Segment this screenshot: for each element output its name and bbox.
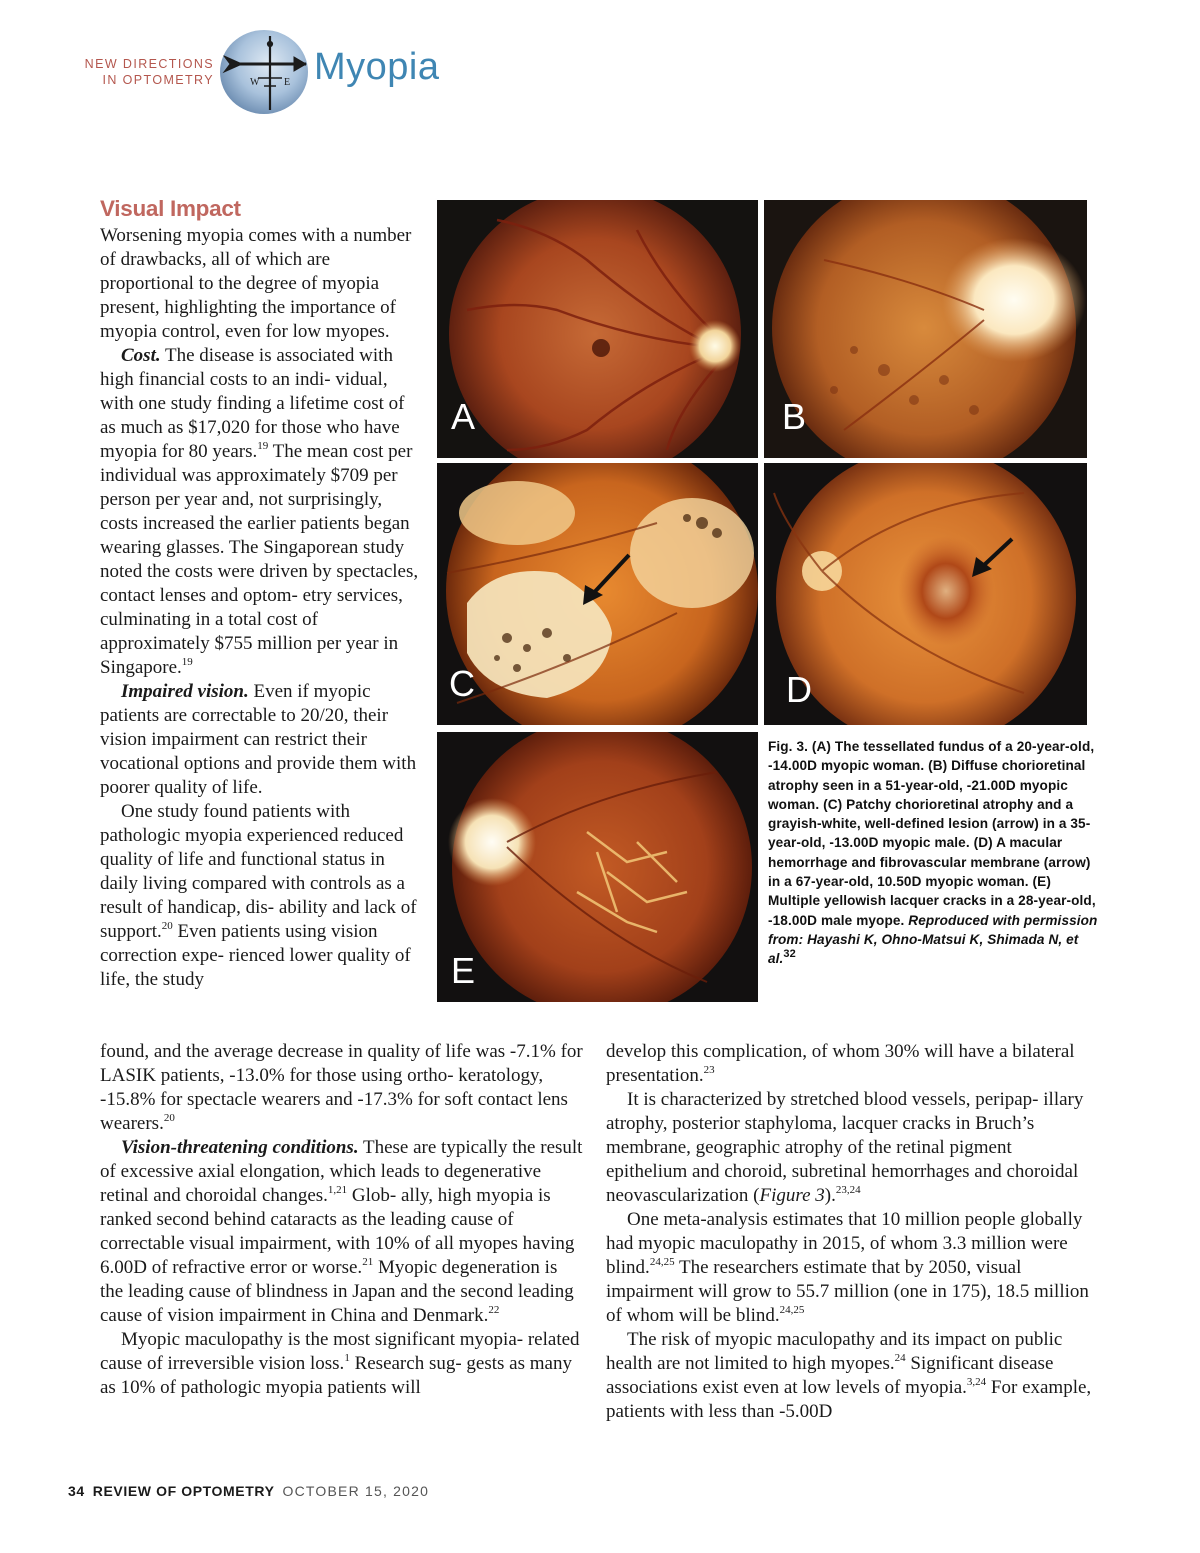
issue-date: OCTOBER 15, 2020 xyxy=(282,1483,430,1499)
r4-text-a: The risk of myopic maculopathy and its impact on public health are not limited to high myopes. xyxy=(606,1329,1063,1374)
qol-text-a: One study found patients with pathologic myopia experienced reduced quality of life and functional status in daily living compared with controls as a result of handicap, dis- ability and lack of support. xyxy=(100,801,417,942)
paragraph-intro xyxy=(100,224,420,344)
vision-threatening-lead: Vision-threatening conditions. xyxy=(121,1137,359,1158)
vt-text-b: Glob- ally, high myopia is ranked second behind cataracts as the leading cause of correctable visual impairment, with 10% of all myopes having 6.00D of refractive error or worse. xyxy=(100,1185,575,1278)
lower-right-column xyxy=(606,1040,1092,1424)
ref-sup: 3,24 xyxy=(966,1375,987,1388)
vt-text-c: Myopic degeneration is the leading cause of blindness in Japan and the second leading cause of vision impairment in China and Denmark. xyxy=(100,1257,574,1326)
fundus-image-c xyxy=(437,463,758,725)
weathervane-icon xyxy=(220,30,308,114)
ref-sup: 24,25 xyxy=(649,1255,675,1268)
r4-text-b: Significant disease associations exist even at low levels of myopia. xyxy=(606,1353,1054,1398)
impaired-vision-text: Even if myopic patients are correctable to 20/20, their vision impairment can restrict their vocational options and provide them with poorer quality of life. xyxy=(100,681,417,798)
page-footer xyxy=(68,1483,429,1499)
paragraph-cost xyxy=(100,344,420,680)
ref-sup: 23 xyxy=(703,1063,715,1076)
cost-text-b: The mean cost per individual was approximately $709 per person per year and, not surprisingly, costs increased the earlier patients began wearing glasses. The Singaporean study noted the costs were driven by spectacles, contact lenses and optom- etry services, culminating in a total cost of approximately $755 million per year in Singapore. xyxy=(100,441,419,678)
r2-text-b: ). xyxy=(824,1185,836,1206)
ref-sup: 20 xyxy=(161,919,173,932)
svg-text:W: W xyxy=(250,77,260,88)
paragraph-qol-continued xyxy=(100,1040,584,1136)
qol-text-b: Even patients using vision correction expe- rienced lower quality of life, the study xyxy=(100,921,411,990)
panel-label-d: D xyxy=(786,669,812,710)
caption-text: Fig. 3. (A) The tessellated fundus of a 20-year-old, -14.00D myopic woman. (B) Diffuse chorioretinal atrophy seen in a 51-year-old, -21.00D myopic woman. (C) Patchy chorioretinal atrophy and a grayish-white, well-defined lesion (arrow) in a 35-year-old, -13.00D myopic male. (D) A macular hemorrhage and fibrovascular membrane (arrow) in a 67-year-old, 10.50D myopic woman. (E) Multiple yellowish lacquer cracks in a 28-year-old, -18.00D male myope. xyxy=(768,739,1096,928)
intro-text: Worsening myopia comes with a number of drawbacks, all of which are proportional to the degree of myopia present, highlighting the importance of myopia control, even for low myopes. xyxy=(100,225,412,342)
magazine-name: REVIEW OF OPTOMETRY xyxy=(92,1483,275,1499)
r1-text: develop this complication, of whom 30% will have a bilateral presentation. xyxy=(606,1041,1075,1086)
paragraph-maculopathy xyxy=(100,1328,584,1400)
caption-ref: 32 xyxy=(783,947,796,960)
ref-sup: 19 xyxy=(181,655,193,668)
fundus-image-d xyxy=(764,463,1087,725)
paragraph-risk xyxy=(606,1328,1092,1424)
paragraph-impaired-vision xyxy=(100,680,420,800)
ref-sup: 19 xyxy=(257,439,269,452)
panel-label-a: A xyxy=(451,396,476,437)
cost-text-a: The disease is associated with high financial costs to an indi- vidual, with one study finding a lifetime cost of as much as $17,020 for those who have myopia for 80 years. xyxy=(100,345,405,462)
paragraph-meta-analysis xyxy=(606,1208,1092,1328)
lower-left-column xyxy=(100,1040,584,1400)
caption-credit: Reproduced with permission from: Hayashi K, Ohno-Matsui K, Shimada N, et al. xyxy=(768,912,1098,967)
ref-sup: 1 xyxy=(344,1351,350,1364)
svg-text:E: E xyxy=(284,77,291,88)
kicker-line-2: IN OPTOMETRY xyxy=(102,73,214,87)
mac-text-b: Research sug- gests as many as 10% of pathologic myopia patients will xyxy=(100,1353,572,1398)
ref-sup: 24 xyxy=(894,1351,906,1364)
page-number: 34 xyxy=(68,1483,85,1499)
mac-text-a: Myopic maculopathy is the most significant myopia- related cause of irreversible vision loss. xyxy=(100,1329,580,1374)
qol-text-c: found, and the average decrease in quality of life was -7.1% for LASIK patients, -13.0% for those using ortho- keratology, -15.8% for spectacle wearers and -17.3% for soft contact lens wearers. xyxy=(100,1041,583,1134)
vt-text-a: These are typically the result of excessive axial elongation, which leads to degenerative retinal and choroidal changes. xyxy=(100,1137,583,1206)
r3-text-a: One meta-analysis estimates that 10 million people globally had myopic maculopathy in 2015, of whom 3.3 million were blind. xyxy=(606,1209,1083,1278)
r2-text-a: It is characterized by stretched blood vessels, peripap- illary atrophy, posterior staphyloma, lacquer cracks in Bruch’s membrane, geographic atrophy of the retinal pigment epithelium and choroid, subretinal hemorrhages and choroidal neovascularization ( xyxy=(606,1089,1084,1206)
left-column xyxy=(100,196,420,992)
figure-reference: Figure 3 xyxy=(759,1185,825,1206)
ref-sup: 1,21 xyxy=(327,1183,348,1196)
fundus-image-e xyxy=(437,732,758,1002)
ref-sup: 21 xyxy=(362,1255,374,1268)
ref-sup: 20 xyxy=(163,1111,175,1124)
panel-label-e: E xyxy=(451,950,476,991)
paragraph-complication xyxy=(606,1040,1092,1088)
paragraph-characterized xyxy=(606,1088,1092,1208)
fundus-image-b xyxy=(764,200,1087,458)
impaired-vision-lead: Impaired vision. xyxy=(121,681,249,702)
figure-caption xyxy=(768,737,1098,969)
panel-label-c: C xyxy=(449,663,475,704)
cost-lead: Cost. xyxy=(121,345,161,366)
section-heading: Visual Impact xyxy=(100,196,241,221)
ref-sup: 24,25 xyxy=(779,1303,805,1316)
paragraph-quality-of-life xyxy=(100,800,420,992)
fundus-image-a xyxy=(437,200,758,458)
section-title: Myopia xyxy=(314,46,440,88)
header-kicker xyxy=(56,56,214,88)
r3-text-b: The researchers estimate that by 2050, visual impairment will grow to 55.7 million (one in 175), 18.5 million of whom will be blind. xyxy=(606,1257,1089,1326)
kicker-line-1: NEW DIRECTIONS xyxy=(84,57,214,71)
paragraph-vision-threatening xyxy=(100,1136,584,1328)
ref-sup: 22 xyxy=(488,1303,500,1316)
ref-sup: 23,24 xyxy=(835,1183,861,1196)
r4-text-c: For example, patients with less than -5.00D xyxy=(606,1377,1092,1422)
panel-label-b: B xyxy=(782,396,807,437)
